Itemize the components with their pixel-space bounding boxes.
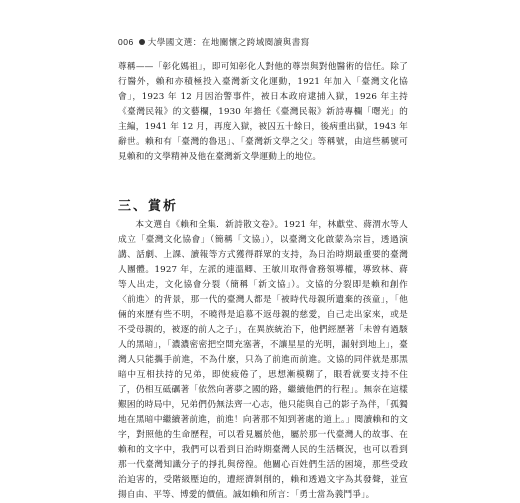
biography-paragraph: 尊稱——「彰化媽祖」，即可知彰化人對他的尊崇與對他醫術的信任。除了行醫外，賴和亦積極投入臺灣新文化運動，1921 年加入「臺灣文化協會」，1923 年 12 月因治警事件，被日本政府逮捕入獄，1926 年主持《臺灣民報》的文藝欄，1930 年擔任《臺灣民報》新詩專欄「曙光」的主編，1941 年 12 月，再度入獄，被囚五十餘日，後病重出獄，1943 年辭世。賴和有「臺灣的魯迅」、「臺灣新文學之父」等稱號，由這些稱號可見賴和的文學精神及他在臺灣新文學運動上的地位。 [118,62,408,162]
running-header [118,35,310,49]
appreciation-paragraph: 本文選自《賴和全集．新詩散文卷》。1921 年，林獻堂、蔣渭水等人成立「臺灣文化協會」（簡稱「文協」），以臺灣文化啟蒙為宗旨，透過演講、話劇、上課、讀報等方式獲得群眾的支持，為日治時期最重要的臺灣人團體。1927 年，左派的連溫卿、王敏川取得會務領導權，導致林、蔣等人出走，文化協會分裂（簡稱「新文協」）。文協的分裂即是賴和創作〈前進〉的背景，那一代的臺灣人都是「被時代母親所遺棄的孩童」，「他倆的來歷有些不明，不曉得是追慕不返母親的慈愛，自己走出家來，或是不受母親的，被逐的前人之子」，在異族統治下，他們經歷著「未曾有過駭人的黑暗」，「濃濃密密把空間充塞著，不讓星星的光明，漏射到地上」，臺灣人只能攜手前進，不為什麼，只為了前進而前進。文協的同伴就是那黑暗中互相扶持的兄弟，即使疲倦了，思想漸模糊了，眼看就要支持不住了，仍相互砥礪著「依然向著夢之國的路，繼續他們的行程」。無奈在這樣艱困的時局中，兄弟們仍無法齊一心志，他只能與自己的影子為伴，「孤獨地在黑暗中繼續著前進，前進！向著那不知到著處的道上。」閱讀賴和的文字，對照他的生命歷程，可以看見屬於他，屬於那一代臺灣人的故事、在賴和的文字中，我們可以看到日治時期臺灣人民的生活概況，也可以看到那一代臺灣知識分子的掙扎與徬徨。他關心百姓們生活的困境，那些受政治迫害的，受階級壓迫的，遭經濟剝削的，賴和透過文字為其發聲，並宣揚自由、平等、博愛的價值。誠如賴和所言：「勇士當為義鬥爭」。 [118,220,408,500]
header-bullet-icon [139,39,145,45]
section-heading: 三、賞析 [118,199,179,214]
running-title: 大學國文選：在地關懷之跨域閱讀與書寫 [147,38,310,48]
page-number: 006 [118,37,134,47]
